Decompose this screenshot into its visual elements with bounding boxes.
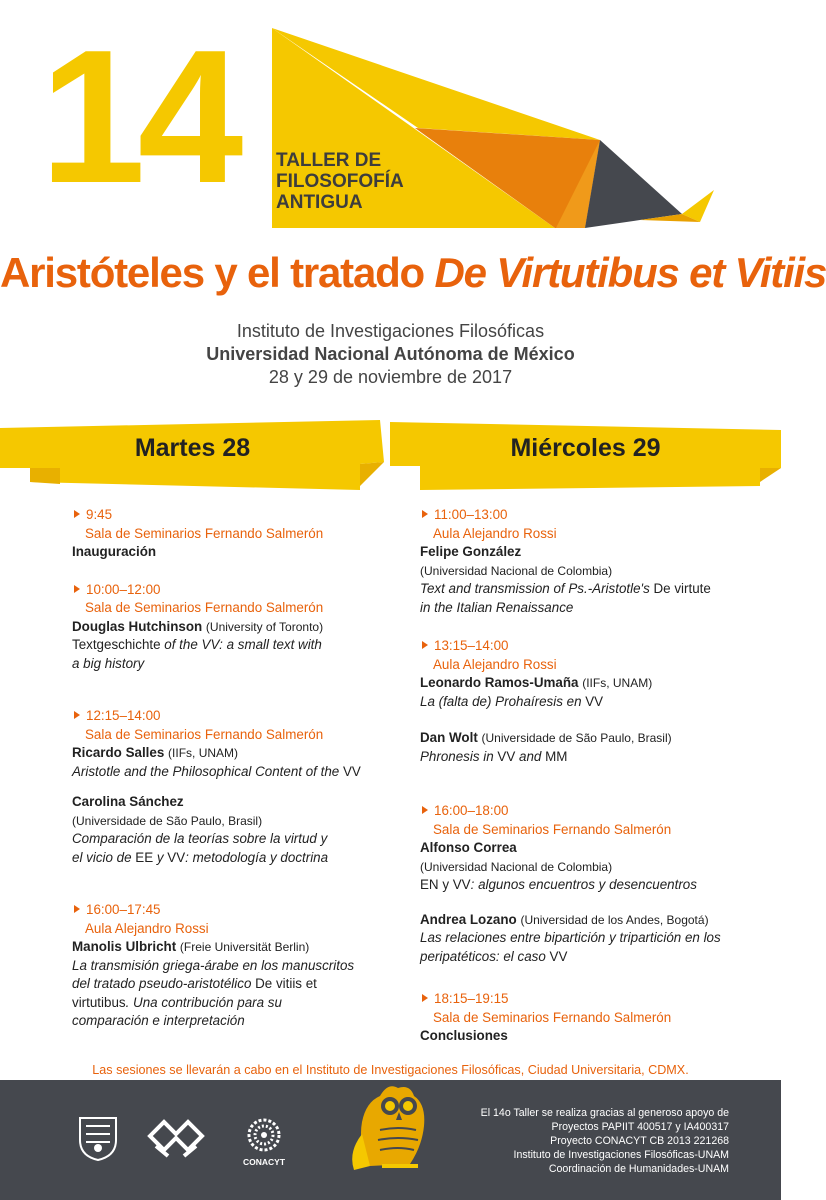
talk-title (420, 580, 760, 599)
speaker-line (420, 729, 760, 748)
talk-title (72, 763, 392, 782)
talk-title-part: virtutibus (72, 994, 126, 1010)
session-room: Aula Alejandro Rossi (85, 920, 209, 936)
talk-title-part: y (153, 849, 168, 865)
talk-title-part: VV (342, 763, 361, 779)
speaker-name: Douglas Hutchinson (72, 618, 203, 634)
session-time-text: 13:15–14:00 (434, 638, 509, 653)
talk-title-part: y (438, 877, 453, 892)
funding-line: Proyectos PAPIIT 400517 y IA400317 (551, 1121, 729, 1133)
venue-note: Las sesiones se llevarán a cabo en el Instituto de Investigaciones Filosóficas, Ciudad Universitaria, CDMX. (92, 1063, 689, 1077)
talk-title: Las relaciones entre bipartición y tripartición en los (420, 930, 721, 945)
speaker-affiliation: (University of Toronto) (205, 619, 324, 634)
talk-title-part: MM (545, 748, 568, 764)
talk-title-part: VV (452, 877, 471, 892)
session-room: Sala de Seminarios Fernando Salmerón (433, 1009, 672, 1025)
play-triangle-icon (74, 711, 80, 719)
talk-title: Comparación de la teorías sobre la virtud y (72, 831, 328, 846)
institute-name: Instituto de Investigaciones Filosóficas (236, 321, 545, 341)
talk-title-part: VV (167, 849, 186, 865)
speaker-name: Leonardo Ramos-Umaña (420, 675, 579, 690)
session-time-text: 11:00–13:00 (434, 507, 508, 522)
talk-title-part: De vitiis et (255, 976, 317, 991)
speaker-line (420, 674, 760, 693)
play-triangle-icon (74, 510, 80, 518)
day-banner-tuesday (0, 420, 385, 490)
speaker-name: Andrea Lozano (420, 911, 517, 927)
talk-title-part: Phronesis in (420, 748, 498, 764)
session (72, 506, 392, 562)
session-time (72, 901, 392, 920)
talk-title (420, 693, 760, 712)
session-time-text: 10:00–12:00 (86, 581, 161, 597)
session (420, 802, 760, 966)
event-name (276, 150, 404, 213)
talk-title-part: : metodología y doctrina (185, 849, 329, 865)
speaker-name: Felipe González (420, 544, 522, 559)
speaker-affiliation: (Universidade de São Paulo, Brasil) (481, 731, 672, 745)
speaker-affiliation: (IIFs, UNAM) (168, 746, 239, 760)
edition-ordinal: o (274, 36, 310, 101)
speaker-name: Carolina Sánchez (72, 794, 184, 809)
event-dates: 28 y 29 de noviembre de 2017 (268, 367, 513, 387)
play-triangle-icon (422, 641, 428, 649)
main-title-italic: De Virtutibus et Vitiis (434, 249, 826, 296)
talk-title-cont (420, 948, 760, 967)
session-time (420, 637, 760, 656)
unam-seal-icon (76, 1114, 120, 1162)
session-room: Aula Alejandro Rossi (433, 656, 557, 672)
talk-title-cont: comparación e interpretación (72, 1013, 245, 1028)
session (420, 637, 760, 766)
university-name: Universidad Nacional Autónoma de México (206, 344, 575, 364)
session-time (72, 707, 392, 726)
funding-line: El 14o Taller se realiza gracias al generoso apoyo de (480, 1107, 729, 1119)
talk-title (420, 748, 760, 767)
session-event: Inauguración (72, 544, 157, 559)
talk-title-part: De virtute (653, 581, 711, 596)
talk-title-part: EE (135, 849, 154, 865)
day-label-tuesday: Martes 28 (134, 434, 251, 462)
day-label-wednesday: Miércoles 29 (510, 434, 661, 462)
speaker-name: Manolis Ulbricht (72, 939, 177, 954)
event-name-line: ANTIGUA (276, 192, 363, 213)
day-banner-wednesday (390, 420, 781, 490)
conacyt-label: CONACYT (242, 1157, 286, 1167)
funding-line: Proyecto CONACYT CB 2013 221268 (550, 1135, 729, 1147)
session-room: Sala de Seminarios Fernando Salmerón (85, 726, 324, 742)
talk-title-part: La (falta de) Prohaíresis en (420, 693, 586, 709)
talk-title-part: peripatéticos: el caso (420, 948, 550, 964)
talk-title-cont: a big history (72, 655, 145, 671)
main-title-plain: Aristóteles y el tratado (0, 249, 435, 296)
speaker-affiliation: (Freie Universität Berlin) (179, 940, 310, 954)
talk-title-part: el vicio de (72, 849, 136, 865)
play-triangle-icon (74, 905, 80, 913)
session-time-text: 12:15–14:00 (86, 708, 161, 723)
conacyt-logo-icon (247, 1118, 281, 1152)
talk-title-part: VV (497, 748, 516, 764)
session (72, 707, 392, 867)
funding-line: Coordinación de Humanidades-UNAM (548, 1163, 729, 1175)
session-time-text: 18:15–19:15 (434, 991, 509, 1006)
talk-title-cont (72, 994, 392, 1013)
speaker-line (72, 744, 392, 763)
talk-title-cont: in the Italian Renaissance (420, 599, 574, 615)
talk-title-part: : algunos encuentros y desencuentros (470, 877, 697, 892)
play-triangle-icon (74, 585, 80, 593)
event-name-line: FILOSOFOFÍA (276, 171, 404, 192)
speaker-affiliation: (Universidad Nacional de Colombia) (420, 859, 613, 874)
speaker-line (72, 938, 392, 957)
talk-title-part: Text and transmission of Ps.-Aristotle's (420, 581, 654, 596)
edition-number: 14 (40, 11, 236, 223)
talk-title-part: . Una contribución para su (125, 994, 282, 1010)
speaker-line (72, 618, 392, 637)
session-time (72, 506, 392, 525)
talk-title-part: VV (585, 693, 604, 709)
speaker-name: Ricardo Salles (72, 745, 165, 760)
institution-block (0, 320, 781, 389)
talk-title-part: Aristotle and the Philosophical Content of the (72, 763, 343, 779)
speaker-name: Dan Wolt (420, 730, 478, 745)
session-time (72, 581, 392, 600)
funding-acknowledgement (429, 1106, 729, 1176)
talk-title (420, 876, 760, 895)
session-time-text: 9:45 (86, 507, 113, 522)
talk-title-part: : a small text with (219, 637, 322, 652)
event-name-line: TALLER DE (276, 150, 382, 171)
session (72, 581, 392, 674)
speaker-affiliation: (IIFs, UNAM) (582, 676, 653, 690)
tuesday-schedule (72, 506, 392, 1050)
session-time (420, 506, 760, 525)
talk-title-part: and (515, 748, 546, 764)
owl-icon (340, 1074, 436, 1174)
talk-title (72, 636, 392, 655)
session (420, 990, 760, 1046)
talk-title-part: of the VV (160, 637, 220, 652)
talk-title-part: Textgeschichte (72, 637, 161, 652)
session-time (420, 990, 760, 1009)
funding-line: Instituto de Investigaciones Filosóficas-UNAM (513, 1149, 729, 1161)
speaker-name: Alfonso Correa (420, 840, 517, 855)
play-triangle-icon (422, 510, 428, 518)
main-title (0, 248, 826, 298)
speaker-affiliation: (Universidade de São Paulo, Brasil) (72, 813, 263, 828)
humanities-knot-icon (146, 1116, 206, 1160)
play-triangle-icon (422, 806, 428, 814)
session-time-text: 16:00–17:45 (86, 902, 161, 917)
session (420, 506, 760, 617)
session-room: Sala de Seminarios Fernando Salmerón (433, 821, 672, 837)
wednesday-schedule (420, 506, 760, 1065)
session-room: Aula Alejandro Rossi (433, 525, 557, 541)
talk-title: La transmisión griega-árabe en los manuscritos (72, 957, 355, 973)
session-time (420, 802, 760, 821)
session-room: Sala de Seminarios Fernando Salmerón (85, 600, 324, 615)
talk-title-cont (72, 849, 392, 868)
talk-title-cont (72, 975, 392, 994)
footer (0, 1080, 781, 1200)
speaker-line (420, 911, 760, 930)
header (0, 0, 781, 240)
session-room: Sala de Seminarios Fernando Salmerón (85, 525, 324, 541)
session (72, 901, 392, 1031)
play-triangle-icon (422, 994, 428, 1002)
talk-title-part: EN (420, 877, 439, 892)
session-event: Conclusiones (420, 1028, 508, 1043)
talk-title-part: VV (549, 948, 568, 964)
talk-title-part: del tratado pseudo-aristotélico (72, 976, 256, 991)
speaker-affiliation: (Universidad Nacional de Colombia) (420, 563, 613, 578)
session-time-text: 16:00–18:00 (434, 803, 509, 818)
speaker-affiliation: (Universidad de los Andes, Bogotá) (520, 912, 709, 927)
